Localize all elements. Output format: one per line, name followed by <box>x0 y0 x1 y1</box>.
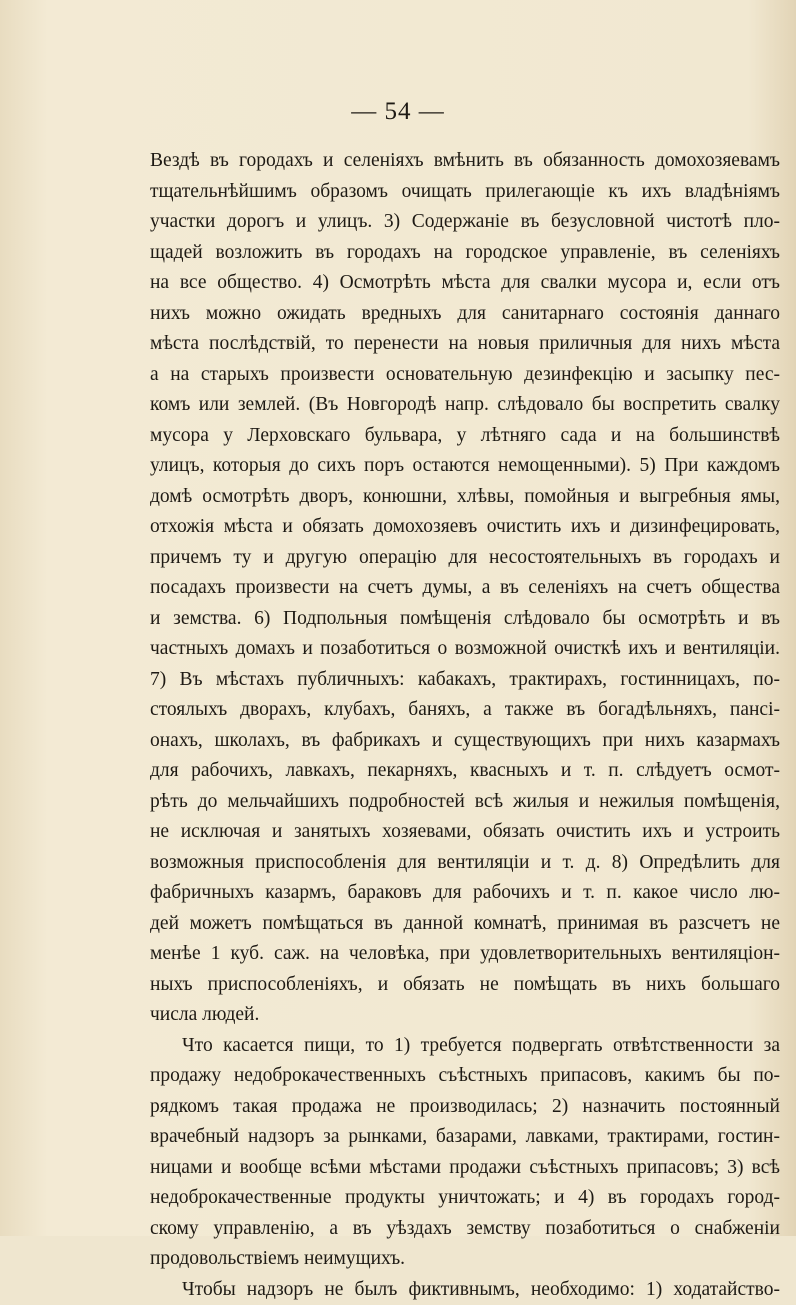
text-line: и земства. 6) Подпольныя помѣщенія слѣдовало бы осмотрѣть и въ <box>150 604 780 635</box>
text-line: Вездѣ въ городахъ и селеніяхъ вмѣнить въ обязанность домохозяевамъ <box>150 146 780 177</box>
text-line: менѣе 1 куб. саж. на человѣка, при удовлетворительныхъ вентиляціон- <box>150 939 780 970</box>
text-line: нихъ можно ожидать вредныхъ для санитарнаго состоянія даннаго <box>150 299 780 330</box>
paragraph-first-line: Что касается пищи, то 1) требуется подвергать отвѣтственности за <box>150 1031 780 1062</box>
text-line: онахъ, школахъ, въ фабрикахъ и существующихъ при нихъ казармахъ <box>150 726 780 757</box>
text-line: посадахъ произвести на счетъ думы, а въ селеніяхъ на счетъ общества <box>150 573 780 604</box>
text-line: улицъ, которыя до сихъ поръ остаются немощенными). 5) При каждомъ <box>150 451 780 482</box>
text-line: возможныя приспособленія для вентиляціи и т. д. 8) Опредѣлить для <box>150 848 780 879</box>
text-line: фабричныхъ казармъ, бараковъ для рабочихъ и т. п. какое число лю- <box>150 878 780 909</box>
text-line: а на старыхъ произвести основательную дезинфекцію и засыпку пес- <box>150 360 780 391</box>
text-line: не исключая и занятыхъ хозяевами, обязать очистить ихъ и устроить <box>150 817 780 848</box>
text-line: продажу недоброкачественныхъ съѣстныхъ припасовъ, какимъ бы по- <box>150 1061 780 1092</box>
text-line: рѣть до мельчайшихъ подробностей всѣ жилыя и нежилыя помѣщенія, <box>150 787 780 818</box>
text-line: рядкомъ такая продажа не производилась; 2) назначить постоянный <box>150 1092 780 1123</box>
text-line: причемъ ту и другую операцію для несостоятельныхъ въ городахъ и <box>150 543 780 574</box>
text-line: мѣста послѣдствій, то перенести на новыя приличныя для нихъ мѣста <box>150 329 780 360</box>
body-text <box>150 146 780 1305</box>
text-line: недоброкачественные продукты уничтожать; и 4) въ городахъ город- <box>150 1183 780 1214</box>
text-line: дей можетъ помѣщаться въ данной комнатѣ, принимая въ разсчетъ не <box>150 909 780 940</box>
text-line: комъ или землей. (Въ Новгородѣ напр. слѣдовало бы воспретить свалку <box>150 390 780 421</box>
text-line: числа людей. <box>150 1000 780 1031</box>
text-line: на все общество. 4) Осмотрѣть мѣста для свалки мусора и, если отъ <box>150 268 780 299</box>
text-line: ныхъ приспособленіяхъ, и обязать не помѣщать въ нихъ большаго <box>150 970 780 1001</box>
paragraph-first-line: Чтобы надзоръ не былъ фиктивнымъ, необходимо: 1) ходатайство- <box>150 1275 780 1305</box>
text-line: домѣ осмотрѣть дворъ, конюшни, хлѣвы, помойныя и выгребныя ямы, <box>150 482 780 513</box>
page-number: — 54 — <box>0 98 796 126</box>
text-line: отхожія мѣста и обязать домохозяевъ очистить ихъ и дизинфецировать, <box>150 512 780 543</box>
text-line: ницами и вообще всѣми мѣстами продажи съѣстныхъ припасовъ; 3) всѣ <box>150 1153 780 1184</box>
text-line: скому управленію, а въ уѣздахъ земству позаботиться о снабженіи <box>150 1214 780 1245</box>
text-line: мусора у Лерховскаго бульвара, у лѣтняго сада и на большинствѣ <box>150 421 780 452</box>
text-line: 7) Въ мѣстахъ публичныхъ: кабакахъ, трактирахъ, гостинницахъ, по- <box>150 665 780 696</box>
text-line: участки дорогъ и улицъ. 3) Содержаніе въ безусловной чистотѣ пло- <box>150 207 780 238</box>
text-line: врачебный надзоръ за рынками, базарами, лавками, трактирами, гостин- <box>150 1122 780 1153</box>
text-line: щадей возложить въ городахъ на городское управленіе, въ селеніяхъ <box>150 238 780 269</box>
text-line: частныхъ домахъ и позаботиться о возможной очисткѣ ихъ и вентиляціи. <box>150 634 780 665</box>
text-line: для рабочихъ, лавкахъ, пекарняхъ, квасныхъ и т. п. слѣдуетъ осмот- <box>150 756 780 787</box>
text-line: тщательнѣйшимъ образомъ очищать прилегающіе къ ихъ владѣніямъ <box>150 177 780 208</box>
text-line: стоялыхъ дворахъ, клубахъ, баняхъ, а также въ богадѣльняхъ, пансі- <box>150 695 780 726</box>
text-line: продовольствіемъ неимущихъ. <box>150 1244 780 1275</box>
